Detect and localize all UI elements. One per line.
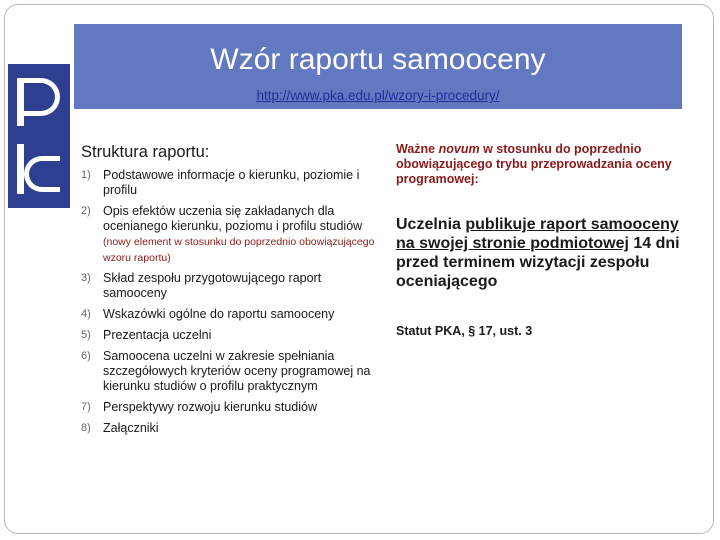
list-item: [81, 204, 381, 265]
list-item: [81, 349, 381, 394]
structure-list: [81, 168, 381, 436]
pka-logo-icon: [8, 64, 70, 208]
list-item-number: 4): [81, 308, 91, 320]
pka-link[interactable]: http://www.pka.edu.pl/wzory-i-procedury/: [256, 88, 500, 103]
publication-rule: Uczelnia publikuje raport samooceny na swojej stronie podmiotowej 14 dni przed terminem wizytacji zespołu oceniającego: [396, 216, 680, 290]
novum-panel: [396, 142, 686, 339]
list-item-number: 8): [81, 422, 91, 434]
report-structure: [81, 142, 381, 442]
list-item-text: Samoocena uczelni w zakresie spełniania szczegółowych kryteriów oceny programowej na kierunku studiów o profilu praktycznym: [103, 349, 371, 393]
list-item-text: Skład zespołu przygotowującego raport samooceny: [103, 271, 322, 300]
list-item: [81, 271, 381, 301]
list-item-text: Załączniki: [103, 421, 159, 435]
novum-intro: Ważne novum w stosunku do poprzednio obowiązującego trybu przeprowadzania oceny programowej:: [396, 142, 672, 186]
list-item: [81, 421, 381, 436]
structure-heading: Struktura raportu:: [81, 143, 210, 161]
header-banner: [74, 24, 682, 109]
list-item-number: 5): [81, 329, 91, 341]
list-item-number: 1): [81, 169, 91, 181]
list-item-text: Perspektywy rozwoju kierunku studiów: [103, 400, 317, 414]
list-item-number: 7): [81, 401, 91, 413]
list-item-text: Prezentacja uczelni: [103, 328, 212, 342]
list-item: [81, 328, 381, 343]
slide-title: Wzór raportu samooceny: [210, 43, 546, 76]
list-item-text: Podstawowe informacje o kierunku, poziomie i profilu: [103, 168, 360, 197]
statute-reference: Statut PKA, § 17, ust. 3: [396, 324, 533, 338]
list-item: [81, 168, 381, 198]
list-item-number: 3): [81, 272, 91, 284]
list-item-number: 2): [81, 205, 91, 217]
list-item-text: Opis efektów uczenia się zakładanych dla ocenianego kierunku, poziomu i profilu studiów: [103, 204, 363, 233]
list-item-text: Wskazówki ogólne do raportu samooceny: [103, 307, 335, 321]
list-item: [81, 307, 381, 322]
list-item-note: (nowy element w stosunku do poprzednio obowiązującego wzoru raportu): [103, 236, 375, 264]
list-item: [81, 400, 381, 415]
list-item-number: 6): [81, 350, 91, 362]
